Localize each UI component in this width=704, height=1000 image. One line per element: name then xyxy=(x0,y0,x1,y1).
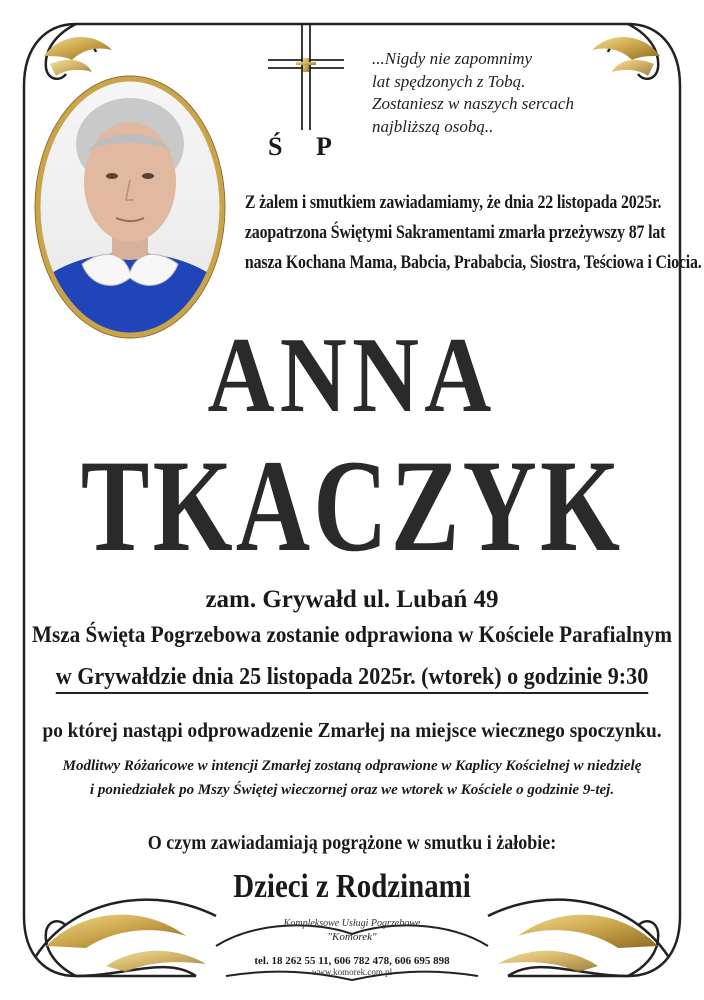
company-name: "Komorek" xyxy=(327,931,377,943)
deceased-first-name: ANNA xyxy=(207,316,497,435)
funeral-company-block xyxy=(230,918,474,977)
s-letter: Ś xyxy=(268,132,283,161)
company-website: www.komorek.com.pl xyxy=(311,967,393,977)
prayer-line-1: Modlitwy Różańcowe w intencji Zmarłej zostaną odprawione w Kaplicy Kościelnej w niedzielę xyxy=(62,758,642,774)
portrait-photo xyxy=(32,72,228,342)
funeral-burial-line: po której nastąpi odprowadzenie Zmarłej na miejsce wiecznego spoczynku. xyxy=(42,718,662,742)
mourners-family: Dzieci z Rodzinami xyxy=(233,868,471,905)
intro-line: Z żalem i smutkiem zawiadamiamy, że dnia 22 listopada 2025r. xyxy=(244,193,662,213)
cross-icon xyxy=(266,20,346,135)
deceased-address: zam. Grywałd ul. Lubań 49 xyxy=(205,586,499,613)
quote-line: Zostaniesz w naszych sercach xyxy=(372,94,574,113)
p-letter: P xyxy=(316,132,332,161)
quote-line: lat spędzonych z Tobą. xyxy=(372,71,526,91)
announcement-intro xyxy=(244,188,702,278)
company-tagline: Kompleksowe Usługi Pogrzebowe xyxy=(283,918,421,929)
funeral-date-text: w Grywałdzie dnia 25 listopada 2025r. (wtorek) o godzinie 9:30 xyxy=(56,664,648,694)
deceased-last-name: TKACZYK xyxy=(80,432,624,579)
prayer-line-2: i poniedziałek po Mszy Świętej wieczornej oraz we wtorek w Kościele o godzinie 9-tej. xyxy=(89,782,615,798)
intro-line: zaopatrzona Świętymi Sakramentami zmarła przeżywszy 87 lat xyxy=(244,223,666,243)
memorial-quote xyxy=(372,48,574,138)
mourners-intro: O czym zawiadamiają pogrążone w smutku i żałobie: xyxy=(147,832,557,854)
company-phones: tel. 18 262 55 11, 606 782 478, 606 695 898 xyxy=(254,955,450,967)
quote-line: najbliższą osobą.. xyxy=(372,116,494,136)
funeral-mass-line: Msza Święta Pogrzebowa zostanie odprawiona w Kościele Parafialnym xyxy=(31,622,673,647)
quote-line: ...Nigdy nie zapomnimy xyxy=(372,49,533,68)
intro-line: nasza Kochana Mama, Babcia, Prababcia, Siostra, Teściowa i Ciocia. xyxy=(244,253,702,273)
funeral-date-line xyxy=(28,664,676,691)
